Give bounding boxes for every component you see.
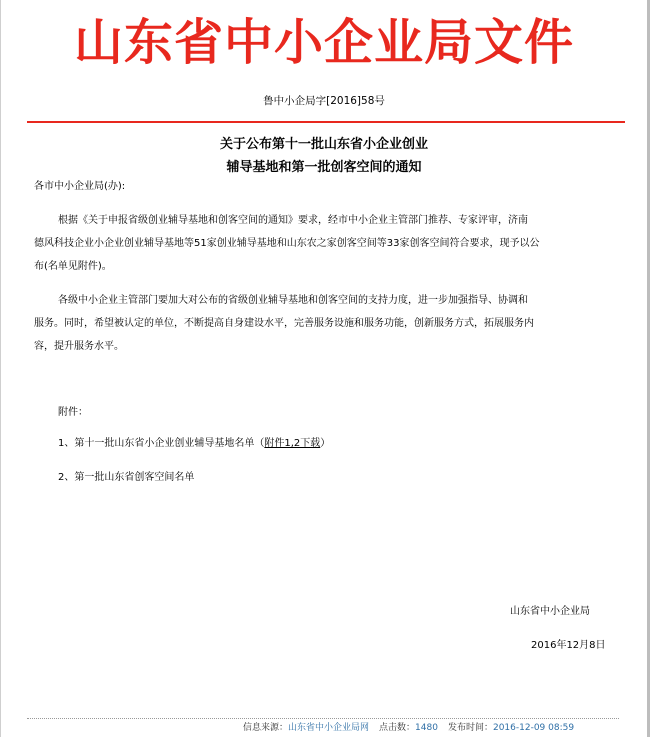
published-value: 2016-12-09 08:59: [492, 723, 575, 733]
published-label: 发布时间：: [447, 723, 493, 733]
attachment-item-1-close: ）: [320, 438, 331, 449]
paragraph-2-line-3: 容，提升服务水平。: [34, 341, 124, 352]
signature-date: 2016年12月8日: [531, 640, 606, 651]
salutation: 各市中小企业局(办):: [34, 181, 126, 192]
footer-meta: [243, 724, 574, 733]
footer-divider: [27, 718, 619, 720]
notice-title-line-2: 辅导基地和第一批创客空间的通知: [226, 160, 422, 175]
document-header-title: 山东省中小企业局文件: [73, 13, 574, 71]
source-label: 信息来源：: [243, 723, 289, 733]
source-value: 山东省中小企业局网: [288, 723, 370, 733]
attachment-item-2: 2、第一批山东省创客空间名单: [58, 472, 195, 483]
paragraph-2-line-1: 各级中小企业主管部门要加大对公布的省级创业辅导基地和创客空间的支持力度，进一步加强指导、协调和: [58, 295, 528, 306]
clicks-value: 1480: [415, 723, 438, 733]
clicks-label: 点击数：: [379, 723, 416, 733]
notice-title-line-1: 关于公布第十一批山东省小企业创业: [219, 137, 428, 152]
paragraph-1-line-3: 布(名单见附件)。: [34, 261, 112, 272]
paragraph-1-line-1: 根据《关于申报省级创业辅导基地和创客空间的通知》要求，经市中小企业主管部门推荐、专家评审，济南: [58, 215, 528, 226]
paragraph-2-line-2: 服务。同时，希望被认定的单位，不断提高自身建设水平，完善服务设施和服务功能，创新服务方式，拓展服务内: [34, 318, 534, 329]
signature-org: 山东省中小企业局: [510, 606, 590, 617]
paragraph-1-line-2: 德风科技企业小企业创业辅导基地等51家创业辅导基地和山东农之家创客空间等33家创客空间符合要求，现予以公: [34, 238, 540, 249]
attachments-label: 附件：: [58, 407, 88, 418]
attachment-item-1: [58, 439, 330, 449]
document-number: 鲁中小企局字[2016]58号: [263, 95, 385, 107]
attachment-download-link[interactable]: 附件1,2下载: [264, 438, 321, 449]
attachment-item-1-text: 1、第十一批山东省小企业创业辅导基地名单（: [58, 438, 265, 449]
header-divider: [27, 121, 625, 123]
